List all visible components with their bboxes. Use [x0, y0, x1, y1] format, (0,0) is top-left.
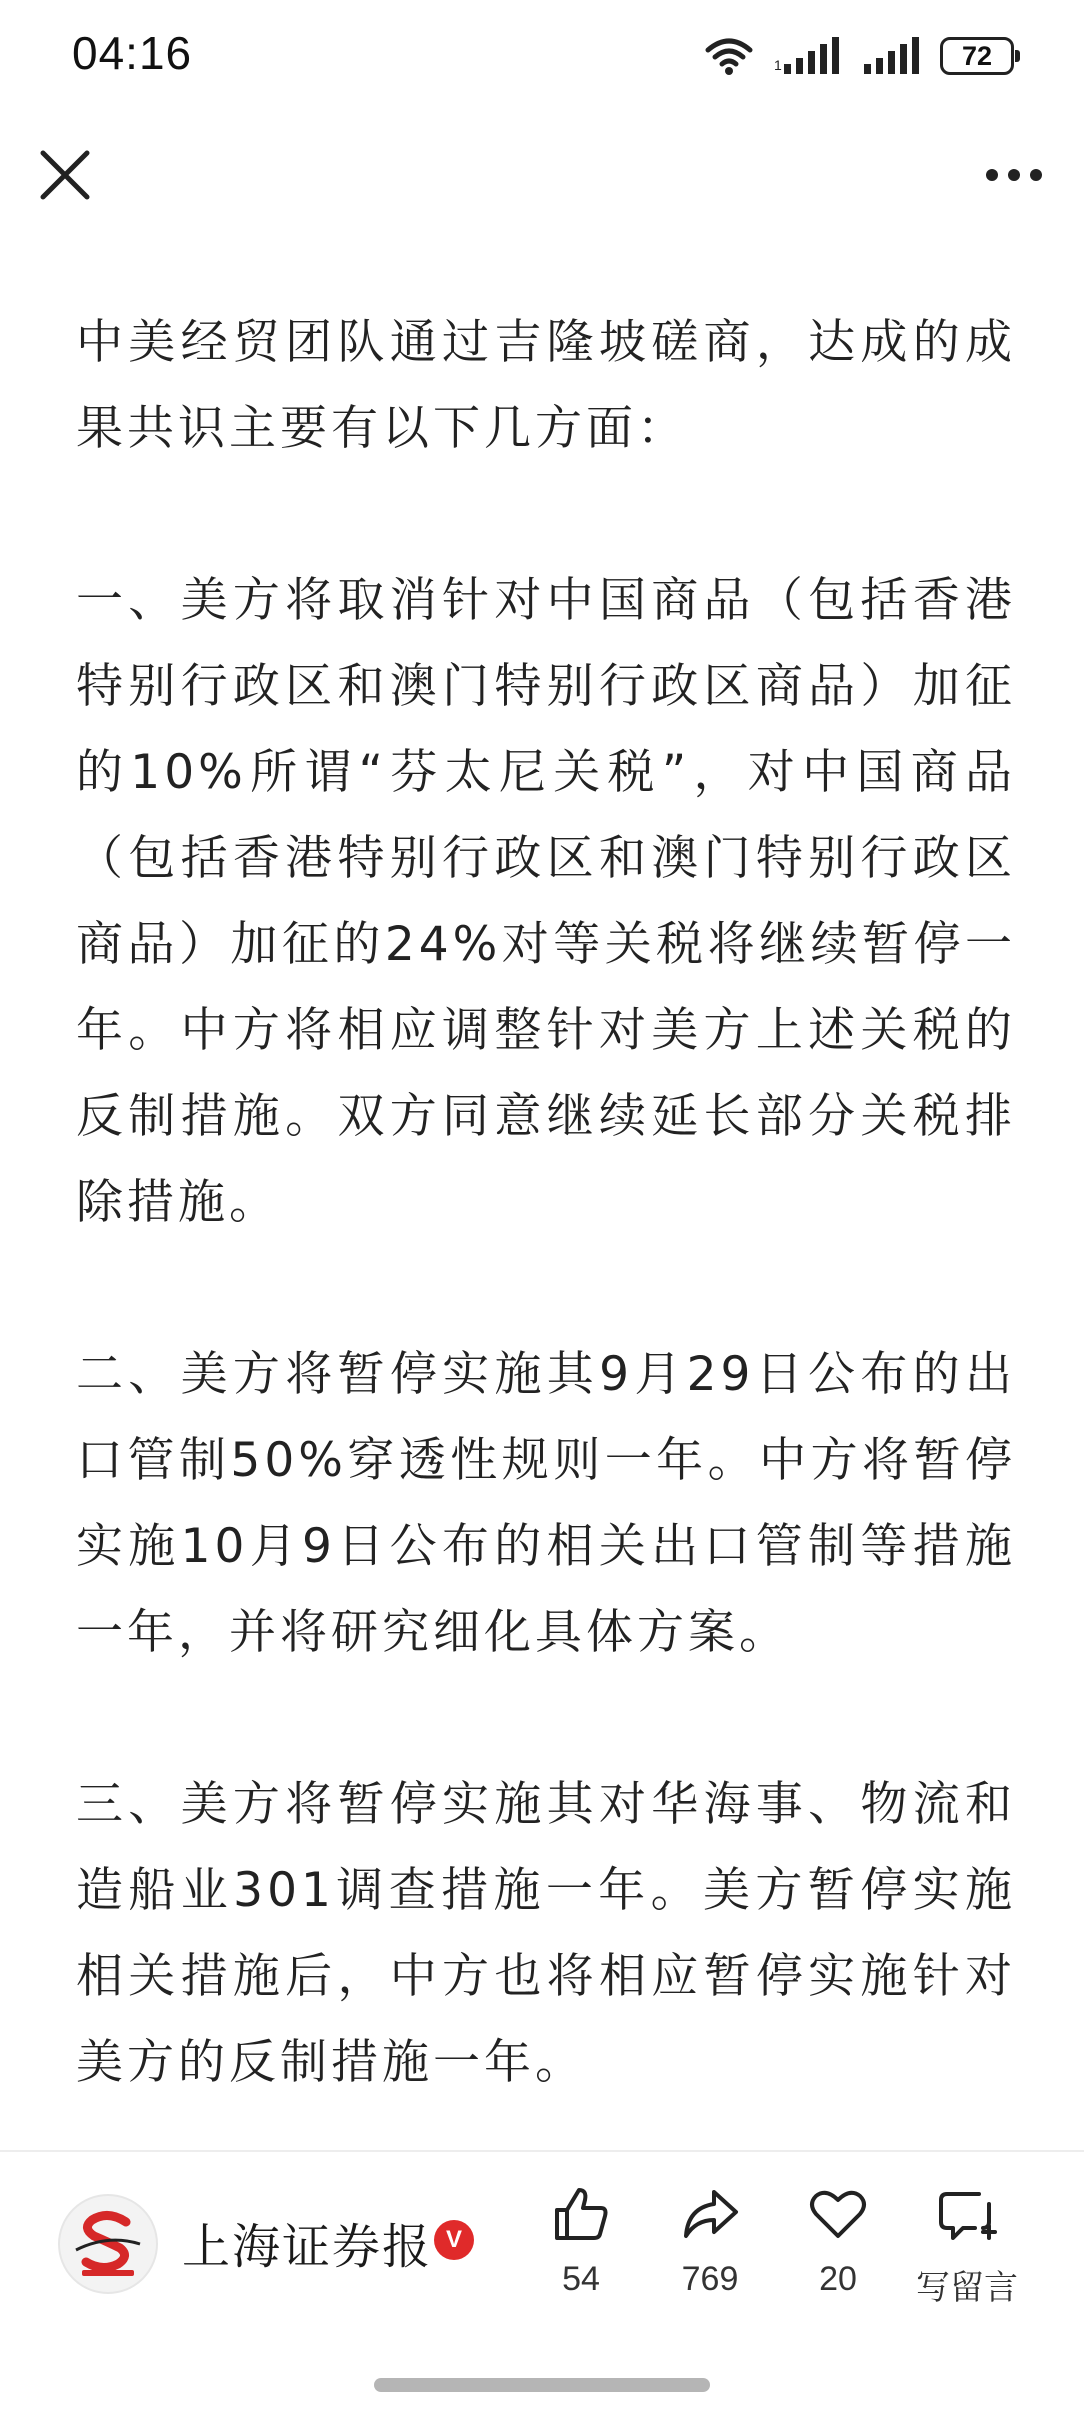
publisher-name[interactable]: 上海证券报: [182, 2219, 433, 2275]
wifi-icon: [704, 36, 754, 76]
thumbs-up-icon: [549, 2182, 613, 2246]
status-bar: [0, 0, 1084, 112]
article-body: [76, 300, 1016, 2192]
battery-level: 72: [961, 40, 993, 71]
share-icon: [678, 2182, 742, 2246]
status-time: 04:16: [72, 27, 193, 79]
article-paragraph: 一、美方将取消针对中国商品（包括香港特别行政区和澳门特别行政区商品）加征的10%所谓“芬太尼关税”，对中国商品（包括香港特别行政区和澳门特别行政区商品）加征的24%对等关税将继续暂停一年。中方将相应调整针对美方上述关税的反制措施。双方同意继续延长部分关税排除措施。: [76, 573, 1016, 1230]
more-dots-icon: [984, 167, 1044, 183]
comment-add-icon: [935, 2182, 999, 2246]
favorite-count: 20: [819, 2260, 857, 2298]
write-comment-button[interactable]: [907, 2182, 1027, 2312]
home-indicator[interactable]: [374, 2378, 710, 2392]
article-paragraph: 二、美方将暂停实施其9月29日公布的出口管制50%穿透性规则一年。中方将暂停实施10月9日公布的相关出口管制等措施一年，并将研究细化具体方案。: [76, 1347, 1016, 1660]
svg-text:1: 1: [774, 57, 782, 73]
article-paragraph: 三、美方将暂停实施其对华海事、物流和造船业301调查措施一年。美方暂停实施相关措施后，中方也将相应暂停实施针对美方的反制措施一年。: [76, 1777, 1016, 2090]
publisher-logo[interactable]: [58, 2194, 158, 2294]
publisher-logo-icon: [68, 2204, 148, 2284]
favorite-button[interactable]: [778, 2182, 898, 2312]
signal-2-icon: [864, 36, 920, 76]
article-paragraph: 中美经贸团队通过吉隆坡磋商，达成的成果共识主要有以下几方面：: [76, 315, 1016, 456]
like-count: 54: [562, 2260, 600, 2298]
close-button[interactable]: [30, 140, 100, 210]
bottom-toolbar: [0, 2150, 1084, 2412]
like-button[interactable]: [521, 2182, 641, 2312]
write-comment-label: 写留言: [916, 2269, 1018, 2307]
more-button[interactable]: [974, 140, 1054, 210]
verified-badge: V: [434, 2220, 474, 2260]
battery-icon: [940, 37, 1014, 75]
top-nav: [0, 120, 1084, 230]
signal-1-icon: [774, 36, 844, 76]
status-icons: [704, 34, 1014, 78]
share-count: 769: [681, 2260, 739, 2298]
heart-icon: [806, 2182, 870, 2246]
share-button[interactable]: [650, 2182, 770, 2312]
close-icon: [39, 149, 91, 201]
